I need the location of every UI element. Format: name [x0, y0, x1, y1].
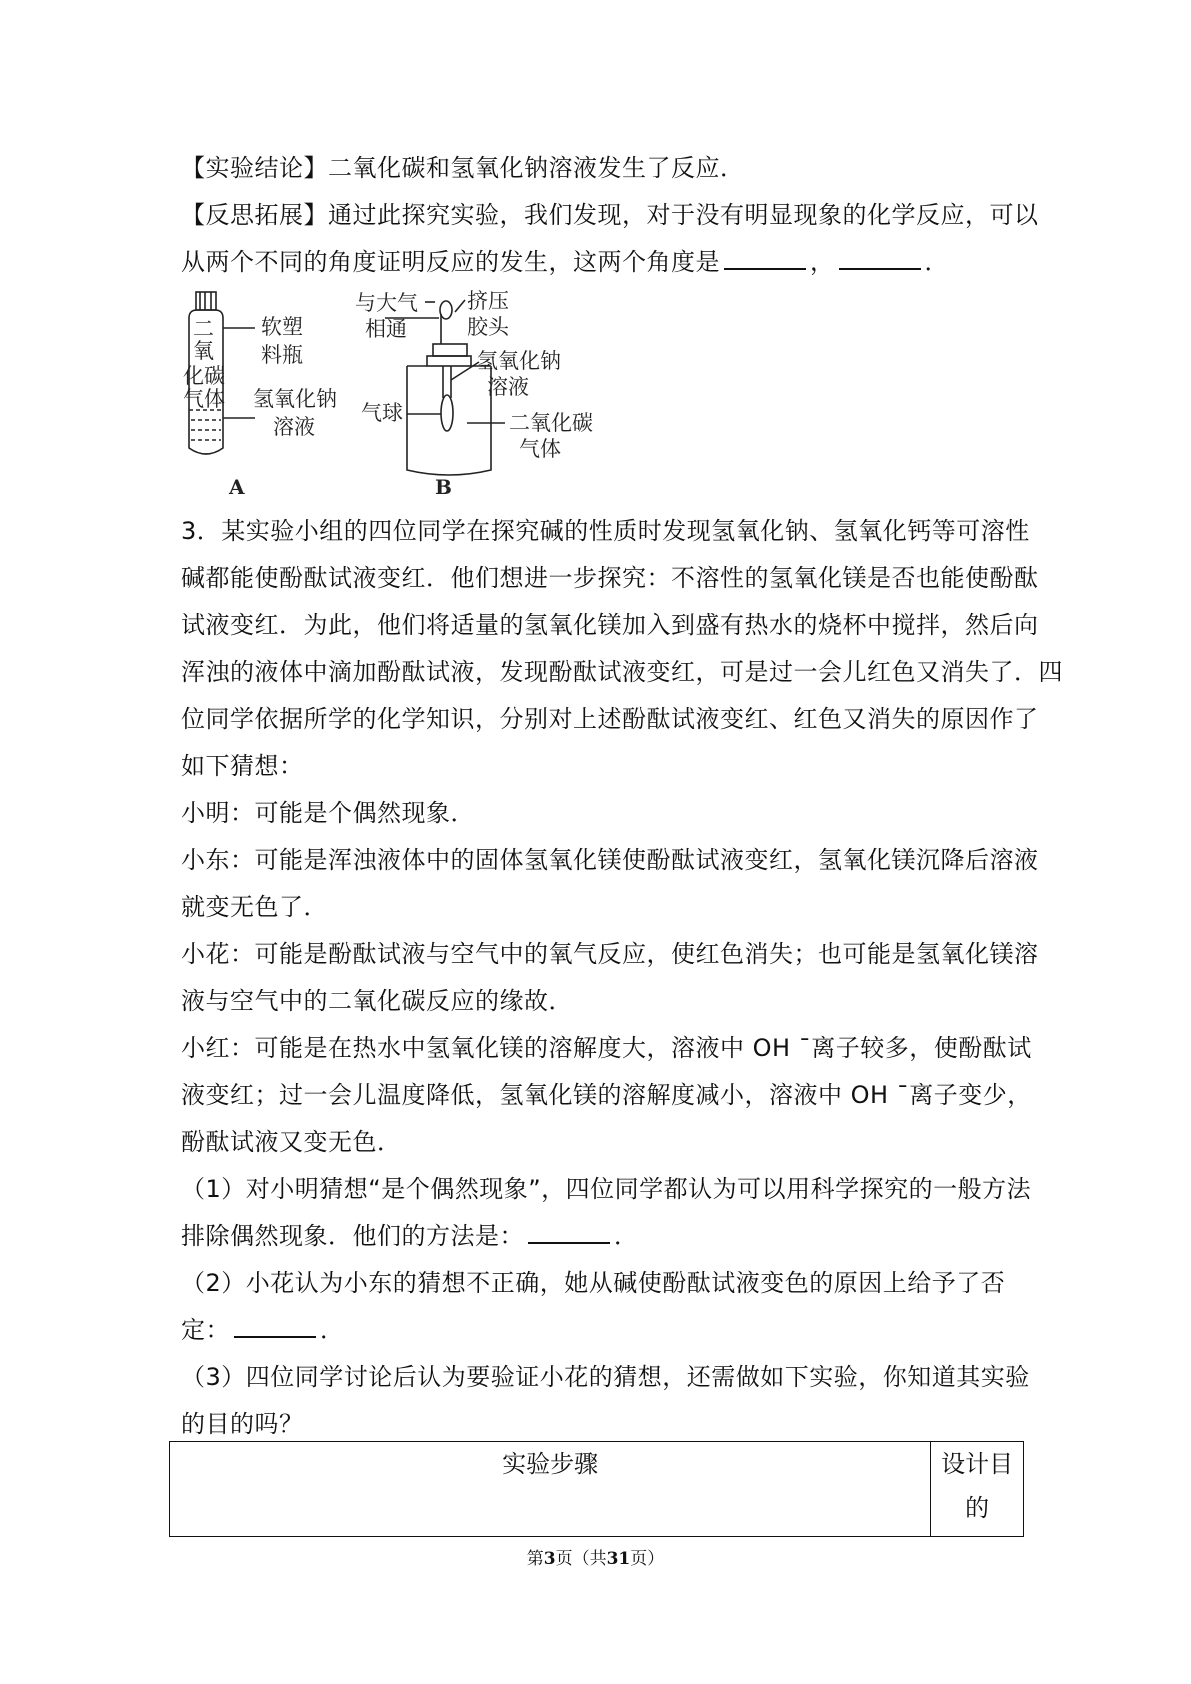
a-gas-label-1: 二 — [193, 317, 214, 341]
subq1-line-2 — [181, 1220, 639, 1252]
subq1-text: 排除偶然现象．他们的方法是： — [181, 1222, 524, 1250]
subq2-period: ． — [320, 1316, 345, 1344]
xiaohong-guess-2: 液变红；过一会儿温度降低，氢氧化镁的溶解度减小，溶液中 OH ¯离子变少， — [181, 1081, 1032, 1109]
xiaohong-guess-3: 酚酞试液又变无色． — [181, 1128, 402, 1156]
footer-suffix: 页） — [630, 1549, 665, 1569]
answer-blank-1[interactable] — [724, 246, 806, 270]
footer-prefix: 第 — [526, 1549, 544, 1569]
b-press-label-2: 胶头 — [467, 315, 509, 339]
a-gas-label-3: 化碳 — [183, 364, 225, 388]
table-header-purpose-1: 设计目 — [941, 1450, 1014, 1478]
conclusion-text: 【实验结论】二氧化碳和氢氧化钠溶液发生了反应． — [181, 154, 745, 182]
subq1-line-1: （1）对小明猜想“是个偶然现象”，四位同学都认为可以用科学探究的一般方法 — [181, 1175, 1032, 1203]
footer-page-number: 3 — [543, 1549, 556, 1569]
q3-line-5: 位同学依据所学的化学知识，分别对上述酚酞试液变红、红色又消失的原因作了 — [181, 705, 1039, 733]
figure-caption-b: B — [435, 475, 452, 499]
bottle-b — [407, 366, 491, 475]
a-solution-label-2: 溶液 — [273, 415, 315, 439]
stopper-top — [433, 344, 467, 356]
q3-line-3: 试液变红．为此，他们将适量的氢氧化镁加入到盛有热水的烧杯中搅拌，然后向 — [181, 611, 1039, 639]
subq2-text: 定： — [181, 1316, 230, 1344]
experiment-figure — [175, 288, 605, 503]
xiaohua-guess-2: 液与空气中的二氧化碳反应的缘故． — [181, 987, 573, 1015]
b-gas-label-2: 气体 — [519, 437, 561, 461]
xiaohong-guess-1: 小红：可能是在热水中氢氧化镁的溶解度大，溶液中 OH ¯离子较多，使酚酞试 — [181, 1034, 1032, 1062]
xiaodong-guess-1: 小东：可能是浑浊液体中的固体氢氧化镁使酚酞试液变红，氢氧化镁沉降后溶液 — [181, 846, 1039, 874]
stopper — [427, 356, 471, 366]
xiaodong-guess-2: 就变无色了． — [181, 893, 328, 921]
page-footer — [0, 1544, 1191, 1569]
footer-total-pages: 31 — [606, 1549, 631, 1569]
reflection-line-2 — [181, 246, 949, 278]
apparatus-diagram — [175, 288, 605, 503]
a-solution-label-1: 氢氧化钠 — [253, 387, 337, 411]
a-bottle-label-1: 软塑 — [261, 315, 303, 339]
b-gas-label-1: 二氧化碳 — [509, 411, 593, 435]
table-header-row — [170, 1442, 1024, 1537]
balloon — [441, 395, 453, 431]
b-balloon-label: 气球 — [361, 401, 403, 425]
b-solution-label-1: 氢氧化钠 — [477, 349, 561, 373]
a-gas-label-4: 气体 — [183, 387, 225, 411]
q3-line-6: 如下猜想： — [181, 752, 304, 780]
b-air-label-2: 相通 — [365, 317, 407, 341]
reflection-line-1: 【反思拓展】通过此探究实验，我们发现，对于没有明显现象的化学反应，可以 — [181, 201, 1039, 229]
b-solution-label-2: 溶液 — [487, 375, 529, 399]
answer-blank-4[interactable] — [234, 1314, 316, 1338]
reflection-text-a: 从两个不同的角度证明反应的发生，这两个角度是 — [181, 248, 720, 276]
subq3-line-2: 的目的吗？ — [181, 1410, 304, 1438]
xiaoming-guess: 小明：可能是个偶然现象． — [181, 799, 475, 827]
table-header-purpose-2: 的 — [965, 1494, 990, 1522]
b-air-label-1: 与大气 — [355, 291, 418, 315]
figure-caption-a: A — [229, 475, 245, 499]
b-press-label-1: 挤压 — [467, 289, 509, 313]
q3-line-4: 浑浊的液体中滴加酚酞试液，发现酚酞试液变红，可是过一会儿红色又消失了．四 — [181, 658, 1063, 686]
subq3-line-1: （3）四位同学讨论后认为要验证小花的猜想，还需做如下实验，你知道其实验 — [181, 1363, 1030, 1391]
reflection-text-c: ． — [924, 248, 949, 276]
subq2-line-2 — [181, 1314, 345, 1346]
subq1-period: ． — [614, 1222, 639, 1250]
bottle-cap — [196, 292, 216, 310]
a-gas-label-2: 氧 — [193, 339, 214, 363]
table-header-steps: 实验步骤 — [170, 1442, 931, 1537]
xiaohua-guess-1: 小花：可能是酚酞试液与空气中的氧气反应，使红色消失；也可能是氢氧化镁溶 — [181, 940, 1039, 968]
answer-blank-2[interactable] — [839, 246, 921, 270]
subq2-line-1: （2）小花认为小东的猜想不正确，她从碱使酚酞试液变色的原因上给予了否 — [181, 1269, 1006, 1297]
a-bottle-label-2: 料瓶 — [261, 343, 303, 367]
answer-blank-3[interactable] — [528, 1220, 610, 1244]
table-header-purpose — [931, 1442, 1024, 1537]
footer-mid: 页（共 — [555, 1549, 607, 1569]
q3-line-1: 3．某实验小组的四位同学在探究碱的性质时发现氢氧化钠、氢氧化钙等可溶性 — [181, 517, 1030, 545]
q3-line-2: 碱都能使酚酞试液变红．他们想进一步探究：不溶性的氢氧化镁是否也能使酚酞 — [181, 564, 1039, 592]
reflection-text-b: ， — [810, 248, 835, 276]
dropper-bulb — [440, 301, 452, 319]
experiment-table — [169, 1441, 1024, 1537]
